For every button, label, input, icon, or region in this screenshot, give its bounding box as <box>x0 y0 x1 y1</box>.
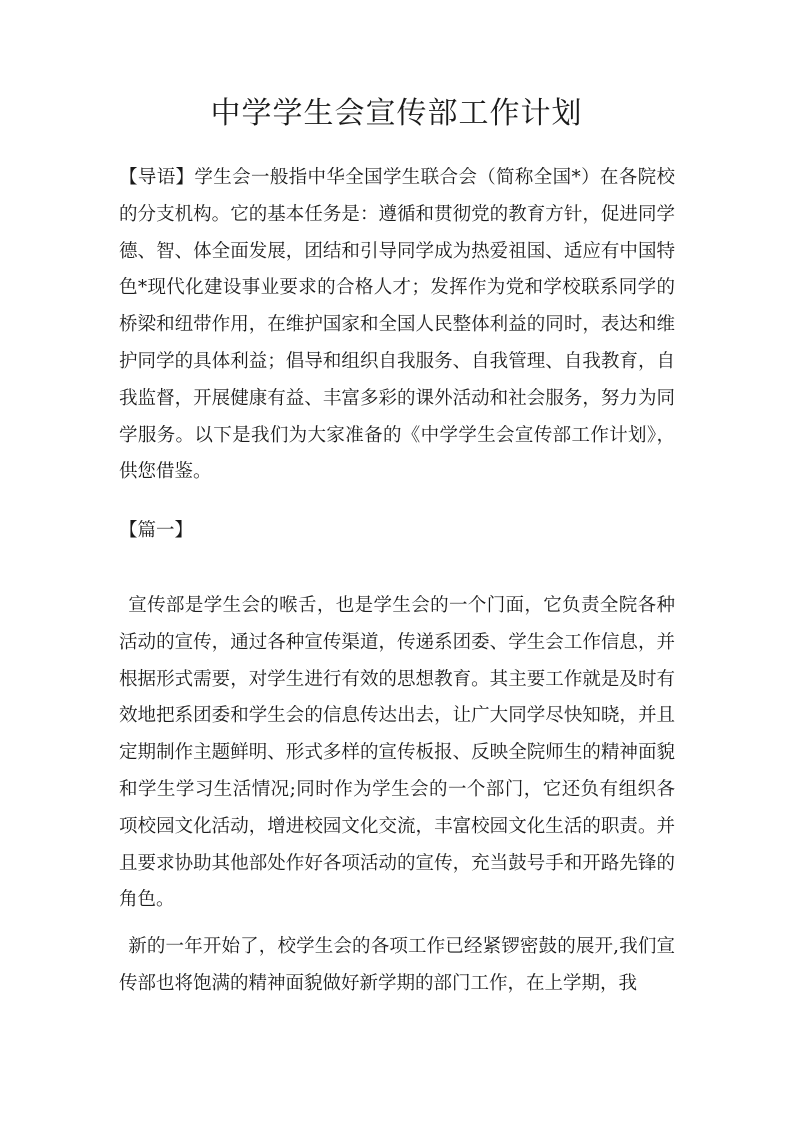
document-title: 中学学生会宣传部工作计划 <box>210 96 583 131</box>
body-paragraph-1: 宣传部是学生会的喉舌，也是学生会的一个门面，它负责全院各种活动的宣传，通过各种宣传渠道，传递系团委、学生会工作信息，并根据形式需要，对学生进行有效的思想教育。其主要工作就是及时有效地把系团委和学生会的信息传达出去，让广大同学尽快知晓，并且定期制作主题鲜明、形式多样的宣传板报、反映全院师生的精神面貌和学生学习生活情况;同时作为学生会的一个部门，它还负有组织各项校园文化活动，增进校园文化交流，丰富校园文化生活的职责。并且要求协助其他部处作好各项活动的宣传，充当鼓号手和开路先锋的角色。 <box>119 595 675 911</box>
intro-paragraph: 【导语】学生会一般指中华全国学生联合会（简称全国*）在各院校的分支机构。它的基本任务是：遵循和贯彻党的教育方针，促进同学德、智、体全面发展，团结和引导同学成为热爱祖国、适应有中国特色*现代化建设事业要求的合格人才；发挥作为党和学校联系同学的桥梁和纽带作用，在维护国家和全国人民整体利益的同时，表达和维护同学的具体利益；倡导和组织自我服务、自我管理、自我教育，自我监督，开展健康有益、丰富多彩的课外活动和社会服务，努力为同学服务。以下是我们为大家准备的《中学学生会宣传部工作计划》，供您借鉴。 <box>119 167 675 483</box>
body-paragraph-2: 新的一年开始了，校学生会的各项工作已经紧锣密鼓的展开,我们宣传部也将饱满的精神面貌做好新学期的部门工作，在上学期，我 <box>119 936 675 994</box>
section-label: 【篇一】 <box>119 520 194 541</box>
